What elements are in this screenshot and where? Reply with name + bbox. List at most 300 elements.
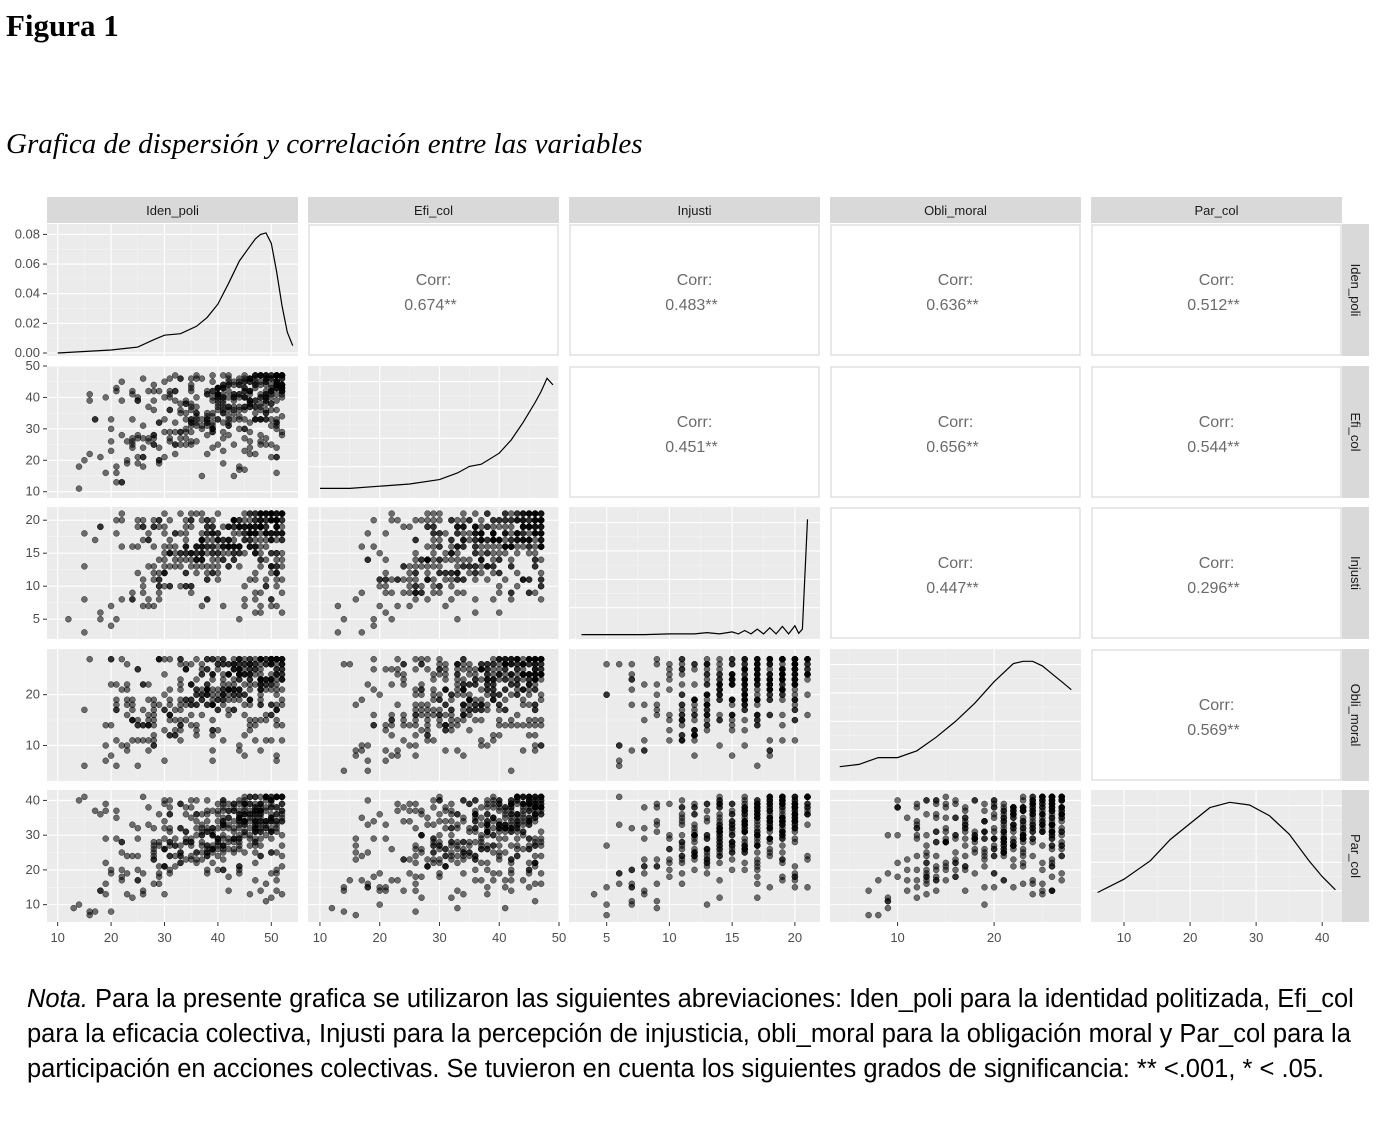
scatter-point [437,590,443,596]
scatter-point [717,822,723,828]
scatter-point [341,661,347,667]
scatter-point [443,712,449,718]
scatter-point [767,801,773,807]
scatter-point [508,524,514,530]
scatter-point [119,867,125,873]
scatter-point [146,438,152,444]
scatter-point [1020,794,1026,800]
x-tick-label: 10 [662,930,677,945]
scatter-point [188,429,194,435]
scatter-point [538,853,544,859]
scatter-point [460,702,466,708]
scatter-point [943,801,949,807]
scatter-point [167,732,173,738]
scatter-point [460,687,466,693]
scatter-point [377,603,383,609]
scatter-point [532,544,538,550]
scatter-point [371,874,377,880]
scatter-point [268,376,274,382]
scatter-point [146,603,152,609]
scatter-point [532,815,538,821]
scatter-point [87,391,93,397]
scatter-point [188,382,194,388]
scatter-point [178,557,184,563]
scatter-point [472,530,478,536]
scatter-point [792,863,798,869]
scatter-point [641,891,647,897]
scatter-point [484,846,490,852]
scatter-point [742,656,748,662]
scatter-point [502,544,508,550]
scatter-point [119,517,125,523]
scatter-point [654,829,660,835]
scatter-point [679,870,685,876]
scatter-point [779,794,785,800]
scatter-point [274,603,280,609]
scatter-point [258,811,264,817]
scatter-point [729,850,735,856]
scatter-point [472,857,478,863]
scatter-point [242,385,248,391]
scatter-point [383,530,389,536]
scatter-point [520,697,526,703]
scatter-point [466,666,472,672]
scatter-point [526,846,532,852]
scatter-point [962,822,968,828]
scatter-point [81,530,87,536]
scatter-point [1001,808,1007,814]
scatter-point [443,530,449,536]
scatter-point [167,687,173,693]
scatter-point [666,874,672,880]
scatter-point [341,616,347,622]
scatter-point [183,666,189,672]
scatter-point [679,815,685,821]
scatter-point [692,727,698,733]
scatter-point [641,857,647,863]
scatter-point [167,804,173,810]
scatter-point [692,867,698,873]
scatter-point [263,881,269,887]
scatter-point [729,857,735,863]
scatter-point [365,797,371,803]
scatter-point [383,758,389,764]
scatter-point [135,836,141,842]
scatter-point [279,722,285,728]
scatter-point [124,870,130,876]
scatter-point [268,530,274,536]
scatter-point [103,860,109,866]
scatter-point [914,884,920,890]
scatter-point [454,661,460,667]
scatter-point [508,590,514,596]
corr-value: 0.569** [1187,722,1240,739]
scatter-point [274,524,280,530]
scatter-point [231,473,237,479]
panel-grid [569,507,820,639]
scatter-point [538,881,544,887]
scatter-point [914,895,920,901]
scatter-point [1030,794,1036,800]
scatter-point [140,583,146,589]
scatter-point [490,537,496,543]
scatter-point [508,557,514,563]
scatter-point [538,656,544,662]
scatter-point [514,853,520,859]
scatter-point [231,677,237,683]
scatter-point [514,666,520,672]
corr-value: 0.296** [1187,580,1240,597]
x-tick-label: 15 [724,930,740,945]
scatter-point [478,537,484,543]
scatter-point [616,881,622,887]
scatter-point [247,811,253,817]
scatter-point [742,717,748,723]
scatter-point [135,524,141,530]
scatter-point [924,832,930,838]
scatter-point [538,697,544,703]
scatter-point [210,420,216,426]
scatter-point [156,445,162,451]
scatter-point [792,737,798,743]
scatter-point [419,563,425,569]
scatter-point [178,407,184,413]
scatter-point [538,743,544,749]
scatter-point [1049,843,1055,849]
scatter-point [81,629,87,635]
scatter-point [526,808,532,814]
scatter-point [629,881,635,887]
figure-note [27,982,1357,1087]
scatter-point [526,511,532,517]
panel-grid [1091,790,1342,922]
scatter-point [389,590,395,596]
scatter-point [972,870,978,876]
scatter-point [204,818,210,824]
scatter-point [279,863,285,869]
scatter-point [904,857,910,863]
scatter-point [252,794,258,800]
scatter-point [496,583,502,589]
scatter-point [532,511,538,517]
scatter-point [389,511,395,517]
scatter-point [792,794,798,800]
scatter-point [1049,808,1055,814]
scatter-point [454,853,460,859]
scatter-point [220,702,226,708]
scatter-point [779,666,785,672]
scatter-point [220,815,226,821]
scatter-point [924,860,930,866]
scatter-point [448,825,454,831]
scatter-point [538,843,544,849]
scatter-point [508,692,514,698]
scatter-point [162,530,168,536]
scatter-point [231,544,237,550]
scatter-point [247,544,253,550]
scatter-point [113,470,119,476]
scatter-point [172,836,178,842]
scatter-point [247,438,253,444]
scatter-point [496,870,502,876]
scatter-point [520,530,526,536]
scatter-point [199,671,205,677]
scatter-point [460,530,466,536]
scatter-point [167,394,173,400]
scatter-point [502,877,508,883]
scatter-point [194,376,200,382]
scatter-point [252,596,258,602]
scatter-point [742,860,748,866]
scatter-point [717,860,723,866]
scatter-point [413,517,419,523]
scatter-point [242,596,248,602]
scatter-point [666,717,672,723]
scatter-point [401,590,407,596]
scatter-point [1001,839,1007,845]
scatter-point [76,797,82,803]
scatter-point [242,511,248,517]
scatter-point [466,517,472,523]
scatter-point [140,464,146,470]
scatter-point [220,382,226,388]
scatter-point [199,511,205,517]
scatter-point [377,692,383,698]
scatter-point [108,623,114,629]
scatter-point [425,524,431,530]
scatter-point [1030,815,1036,821]
scatter-point [194,404,200,410]
scatter-point [92,537,98,543]
y-tick-label: 30 [25,827,40,843]
scatter-point [210,517,216,523]
scatter-point [729,832,735,838]
scatter-point [478,550,484,556]
scatter-point [520,544,526,550]
scatter-point [991,801,997,807]
scatter-point [183,530,189,536]
scatter-point [502,804,508,810]
scatter-point [210,829,216,835]
scatter-point [454,616,460,622]
scatter-point [1001,832,1007,838]
scatter-point [484,550,490,556]
scatter-point [258,801,264,807]
scatter-point [425,511,431,517]
scatter-point [431,583,437,589]
scatter-point [885,870,891,876]
scatter-point [365,530,371,536]
scatter-point [478,666,484,672]
scatter-point [604,884,610,890]
scatter-point [194,857,200,863]
scatter-point [401,563,407,569]
scatter-point [156,811,162,817]
scatter-point [81,794,87,800]
scatter-point [236,870,242,876]
scatter-point [933,801,939,807]
scatter-point [460,853,466,859]
scatter-point [437,656,443,662]
scatter-point [692,682,698,688]
scatter-point [717,671,723,677]
scatter-point [666,737,672,743]
scatter-point [188,712,194,718]
scatter-point [1001,815,1007,821]
scatter-point [252,877,258,883]
scatter-point [484,743,490,749]
strip-right-label: Injusti [1348,556,1363,590]
scatter-point [754,895,760,901]
scatter-point [413,596,419,602]
scatter-point [268,407,274,413]
panel-background [308,366,559,498]
scatter-point [167,563,173,569]
scatter-point [895,797,901,803]
scatter-point [478,815,484,821]
scatter-point [377,583,383,589]
scatter-point [779,850,785,856]
scatter-point [1059,870,1065,876]
scatter-point [478,737,484,743]
scatter-point [490,815,496,821]
scatter-point [210,702,216,708]
scatter-point [437,722,443,728]
scatter-point [1039,860,1045,866]
scatter-point [263,825,269,831]
scatter-point [359,697,365,703]
scatter-point [274,391,280,397]
scatter-point [113,815,119,821]
scatter-point [496,610,502,616]
scatter-point [353,843,359,849]
scatter-point [140,423,146,429]
scatter-point [162,524,168,530]
scatter-point [247,843,253,849]
scatter-point [183,717,189,723]
scatter-point [204,853,210,859]
scatter-point [97,616,103,622]
scatter-point [162,379,168,385]
scatter-point [496,732,502,738]
scatter-point [895,860,901,866]
x-tick-label: 10 [312,930,328,945]
scatter-point [162,416,168,422]
scatter-point [81,563,87,569]
scatter-point [496,797,502,803]
scatter-point [268,442,274,448]
scatter-point [472,825,478,831]
scatter-point [496,544,502,550]
scatter-point [226,404,232,410]
scatter-point [502,811,508,817]
scatter-point [65,616,71,622]
scatter-point [496,666,502,672]
scatter-point [172,451,178,457]
scatter-point [407,857,413,863]
scatter-point [437,563,443,569]
scatter-point [478,697,484,703]
scatter-point [484,702,490,708]
scatter-point [359,629,365,635]
scatter-point [779,712,785,718]
scatter-point [496,829,502,835]
scatter-point [704,727,710,733]
scatter-point [103,808,109,814]
scatter-point [666,687,672,693]
scatter-point [258,442,264,448]
scatter-point [490,524,496,530]
scatter-point [167,537,173,543]
scatter-point [508,857,514,863]
scatter-point [401,818,407,824]
scatter-point [263,435,269,441]
scatter-point [729,801,735,807]
scatter-point [532,656,538,662]
scatter-point [135,666,141,672]
scatter-point [1039,829,1045,835]
scatter-point [274,557,280,563]
scatter-point [454,557,460,563]
scatter-point [1049,794,1055,800]
scatter-point [401,737,407,743]
scatter-point [514,846,520,852]
scatter-point [97,610,103,616]
scatter-point [484,682,490,688]
y-tick-label: 15 [25,545,40,561]
scatter-point [538,870,544,876]
scatter-point [247,429,253,435]
scatter-point [1049,888,1055,894]
scatter-point [389,712,395,718]
y-tick-label: 10 [25,578,40,594]
scatter-point [508,544,514,550]
scatter-point [395,801,401,807]
scatter-point [252,843,258,849]
scatter-point [252,416,258,422]
scatter-point [1039,867,1045,873]
scatter-point [252,544,258,550]
scatter-point [502,511,508,517]
scatter-point [247,451,253,457]
scatter-point [103,891,109,897]
scatter-point [407,870,413,876]
strip-right-label: Iden_poli [1348,263,1363,317]
strip-top-label: Efi_col [413,203,454,218]
scatter-point [654,712,660,718]
scatter-point [252,404,258,410]
scatter-point [279,517,285,523]
scatter-point [1059,794,1065,800]
scatter-point [172,429,178,435]
scatter-point [490,557,496,563]
scatter-point [156,583,162,589]
scatter-point [514,712,520,718]
scatter-point [194,423,200,429]
scatter-point [274,753,280,759]
scatter-point [448,857,454,863]
scatter-point [1059,877,1065,883]
scatter-point [1030,801,1036,807]
scatter-point [895,804,901,810]
scatter-point [199,839,205,845]
scatter-point [654,656,660,662]
scatter-point [383,557,389,563]
scatter-point [279,891,285,897]
scatter-point [279,385,285,391]
scatter-point [247,825,253,831]
scatter-point [431,671,437,677]
